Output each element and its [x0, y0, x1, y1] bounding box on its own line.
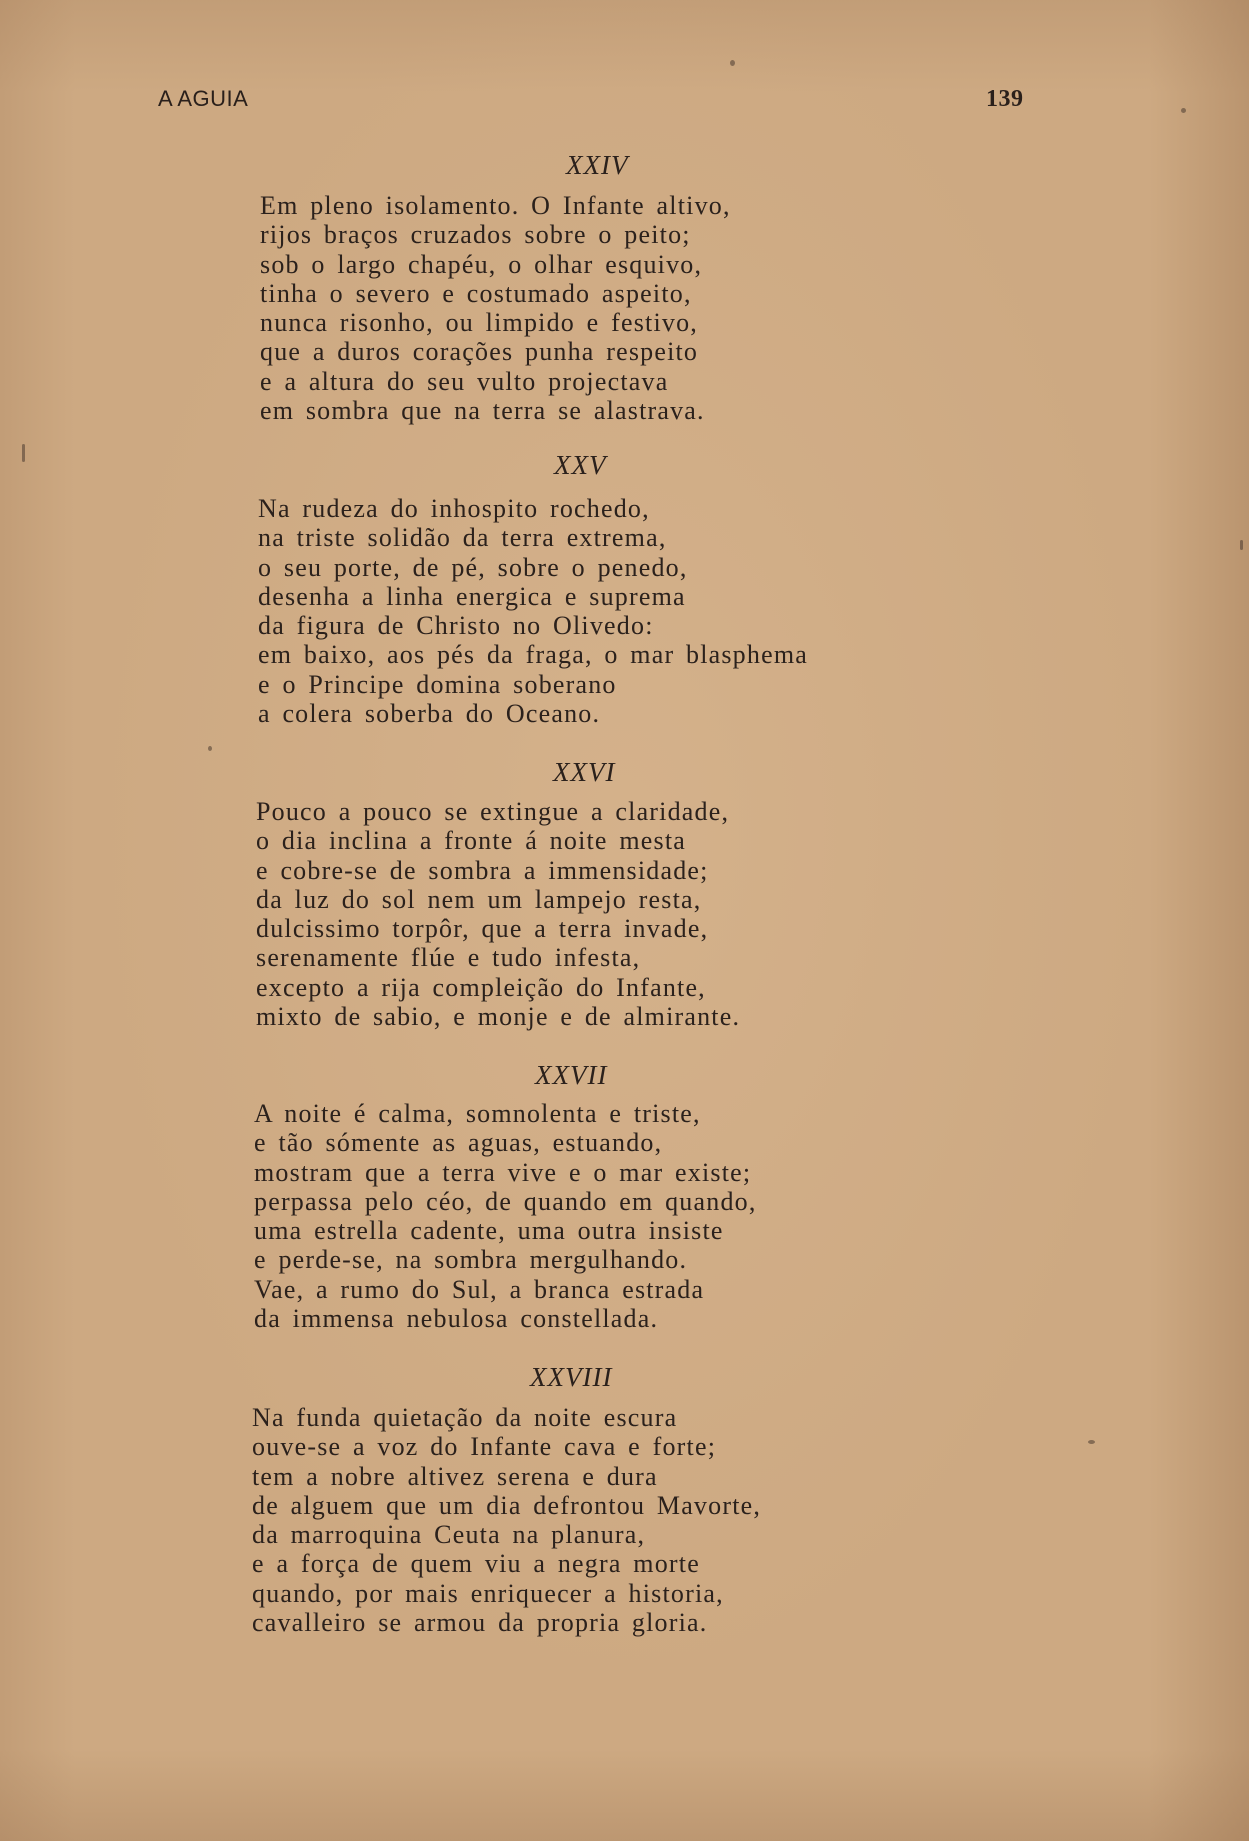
- paper-mark: [1088, 1440, 1095, 1444]
- verse-line: Na funda quietação da noite escura: [252, 1403, 678, 1432]
- verse-line: mostram que a terra vive e o mar existe;: [254, 1157, 752, 1187]
- verse-line: dulcissimo torpôr, que a terra invade,: [256, 914, 709, 944]
- stanza-number: XXVII: [535, 1060, 608, 1090]
- verse-lines: [254, 1099, 757, 1333]
- stanza-number: XXIV: [566, 150, 629, 180]
- stanza-number: XXVIII: [530, 1362, 613, 1392]
- verse-line: uma estrella cadente, uma outra insiste: [254, 1216, 724, 1246]
- verse-line: desenha a linha energica e suprema: [258, 581, 686, 611]
- verse-line: nunca risonho, ou limpido e festivo,: [260, 308, 698, 338]
- verse-line: o seu porte, de pé, sobre o penedo,: [258, 552, 688, 582]
- verse-line: e o Principe domina soberano: [258, 669, 617, 699]
- verse-line: Pouco a pouco se extingue a claridade,: [256, 797, 730, 826]
- verse-lines: [256, 797, 740, 1031]
- verse-line: que a duros corações punha respeito: [260, 337, 699, 367]
- stanza-number: XXVI: [553, 757, 616, 787]
- paper-mark: [208, 746, 212, 751]
- verse-line: e cobre-se de sombra a immensidade;: [256, 855, 709, 885]
- verse-line: rijos braços cruzados sobre o peito;: [260, 220, 691, 250]
- verse-lines: [260, 191, 731, 425]
- verse-line: ouve-se a voz do Infante cava e forte;: [252, 1432, 717, 1462]
- verse-line: e a força de quem viu a negra morte: [252, 1549, 700, 1579]
- verse-line: da immensa nebulosa constellada.: [254, 1304, 659, 1334]
- verse-line: e a altura do seu vulto projectava: [260, 366, 669, 396]
- verse-line: cavalleiro se armou da propria gloria.: [252, 1608, 708, 1638]
- verse-line: de alguem que um dia defrontou Mavorte,: [252, 1490, 762, 1520]
- running-title: A AGUIA: [158, 86, 249, 111]
- verse-line: sob o largo chapéu, o olhar esquivo,: [260, 249, 703, 279]
- verse-line: na triste solidão da terra extrema,: [258, 523, 667, 553]
- verse-line: excepto a rija compleição do Infante,: [256, 972, 706, 1002]
- verse-line: tinha o severo e costumado aspeito,: [260, 278, 692, 308]
- verse-line: a colera soberba do Oceano.: [258, 699, 601, 729]
- paper-mark: [730, 60, 735, 66]
- verse-line: mixto de sabio, e monje e de almirante.: [256, 1002, 741, 1032]
- verse-line: em baixo, aos pés da fraga, o mar blasphema: [258, 640, 808, 670]
- verse-line: da marroquina Ceuta na planura,: [252, 1520, 646, 1550]
- verse-line: em sombra que na terra se alastrava.: [260, 396, 705, 426]
- verse-line: o dia inclina a fronte á noite mesta: [256, 826, 687, 856]
- paper-mark: [1240, 540, 1243, 550]
- verse-lines: [258, 494, 808, 728]
- verse-line: Em pleno isolamento. O Infante altivo,: [260, 191, 731, 220]
- verse-line: da figura de Christo no Olivedo:: [258, 611, 654, 641]
- paper-mark: [1181, 108, 1186, 113]
- verse-line: e tão sómente as aguas, estuando,: [254, 1128, 663, 1158]
- verse-line: Vae, a rumo do Sul, a branca estrada: [254, 1274, 705, 1304]
- stanza-number: XXV: [554, 450, 607, 480]
- verse-line: perpassa pelo céo, de quando em quando,: [254, 1186, 757, 1216]
- verse-line: serenamente flúe e tudo infesta,: [256, 943, 641, 973]
- verse-line: A noite é calma, somnolenta e triste,: [254, 1099, 701, 1128]
- verse-line: quando, por mais enriquecer a historia,: [252, 1578, 724, 1608]
- verse-line: e perde-se, na sombra mergulhando.: [254, 1245, 688, 1275]
- verse-line: Na rudeza do inhospito rochedo,: [258, 494, 650, 523]
- verse-line: da luz do sol nem um lampejo resta,: [256, 884, 702, 914]
- verse-line: tem a nobre altivez serena e dura: [252, 1461, 658, 1491]
- verse-lines: [252, 1403, 761, 1637]
- page-number: 139: [986, 86, 1024, 112]
- paper-mark: [22, 444, 25, 462]
